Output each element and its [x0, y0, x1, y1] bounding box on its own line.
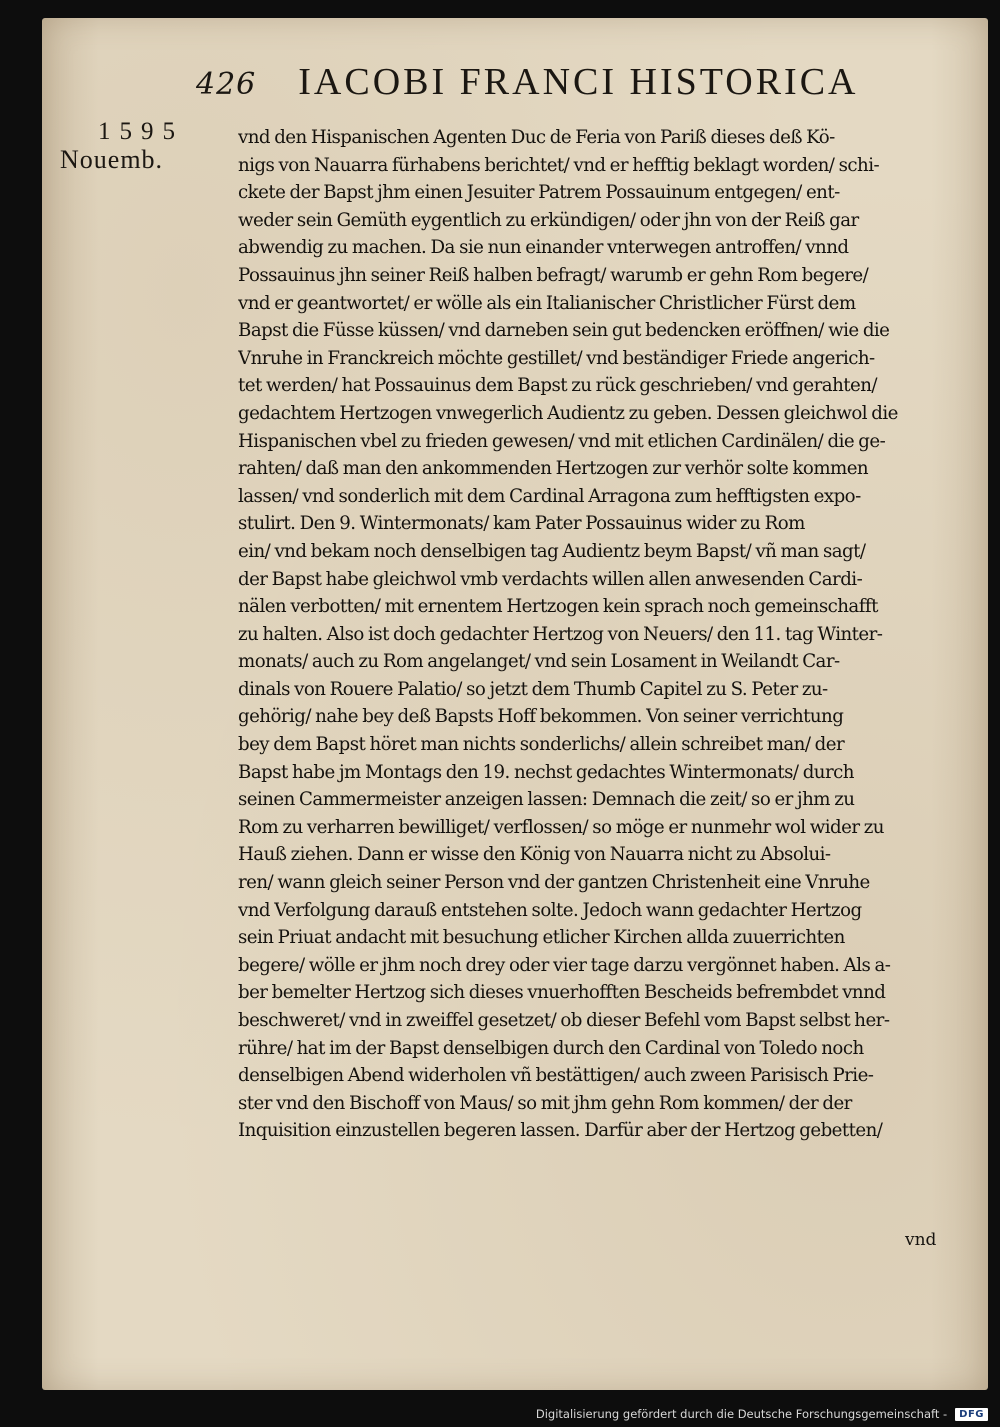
- text-line: beschweret/ vnd in zweiffel gesetzet/ ob dieser Befehl vom Bapst selbst her-: [238, 1010, 890, 1031]
- margin-note: [60, 118, 210, 174]
- text-line: ren/ wann gleich seiner Person vnd der gantzen Christenheit eine Vnruhe: [238, 872, 870, 894]
- text-line: seinen Cammermeister anzeigen lassen: Demnach die zeit/ so er jhm zu: [238, 789, 855, 811]
- text-line: begere/ wölle er jhm noch drey oder vier tage darzu vergönnet haben. Als a-: [238, 954, 891, 976]
- text-line: Inquisition einzustellen begeren lassen. Darfür aber der Hertzog gebetten/: [238, 1120, 883, 1142]
- catchword: vnd: [905, 1230, 937, 1250]
- text-line: nälen verbotten/ mit ernentem Hertzogen kein sprach noch gemeinschafft: [238, 596, 878, 618]
- text-line: rühre/ hat im der Bapst denselbigen durch den Cardinal von Toledo noch: [238, 1037, 864, 1059]
- text-line: gehörig/ nahe bey deß Bapsts Hoff bekommen. Von seiner verrichtung: [238, 706, 844, 728]
- digitization-footer: [536, 1407, 988, 1421]
- text-line: denselbigen Abend widerholen vñ bestättigen/ auch zween Parisisch Prie-: [238, 1065, 874, 1087]
- margin-month: Nouemb.: [60, 145, 164, 174]
- text-line: rahten/ daß man den ankommenden Hertzogen zur verhör solte kommen: [238, 458, 869, 480]
- running-head: IACOBI FRANCI HISTORICA: [298, 61, 859, 103]
- text-line: ber bemelter Hertzog sich dieses vnuerhofften Bescheids befrembdet vnnd: [238, 982, 886, 1004]
- text-line: Possauinus jhn seiner Reiß halben befragt/ warumb er gehn Rom begere/: [238, 264, 869, 286]
- text-line: monats/ auch zu Rom angelanget/ vnd sein Losament in Weilandt Car-: [238, 651, 840, 673]
- text-line: stulirt. Den 9. Wintermonats/ kam Pater Possauinus wider zu Rom: [238, 513, 805, 535]
- text-line: dinals von Rouere Palatio/ so jetzt dem Thumb Capitel zu S. Peter zu-: [238, 678, 828, 700]
- body-text: [238, 124, 962, 1145]
- text-line: bey dem Bapst höret man nichts sonderlichs/ allein schreibet man/ der: [238, 734, 845, 756]
- page-header: [196, 60, 916, 120]
- text-line: gedachtem Hertzogen vnwegerlich Audientz zu geben. Dessen gleichwol die: [238, 402, 898, 424]
- text-line: vnd Verfolgung darauß entstehen solte. Jedoch wann gedachter Hertzog: [238, 899, 862, 921]
- margin-year: 1595: [98, 118, 184, 145]
- text-line: weder sein Gemüth eygentlich zu erkündigen/ oder jhn von der Reiß gar: [238, 209, 859, 231]
- text-line: lassen/ vnd sonderlich mit dem Cardinal Arragona zum hefftigsten expo-: [238, 485, 861, 507]
- text-line: ckete der Bapst jhm einen Jesuiter Patrem Possauinum entgegen/ ent-: [238, 182, 840, 204]
- page-number: 426: [196, 67, 257, 102]
- text-line: Hauß ziehen. Dann er wisse den König von Nauarra nicht zu Absolui-: [238, 844, 831, 866]
- footer-credit: Digitalisierung gefördert durch die Deutsche Forschungsgemeinschaft -: [535, 1407, 948, 1421]
- text-line: ster vnd den Bischoff von Maus/ so mit jhm gehn Rom kommen/ der der: [238, 1092, 852, 1114]
- text-line: Rom zu verharren bewilliget/ verflossen/ so möge er nunmehr wol wider zu: [238, 816, 884, 838]
- text-line: sein Priuat andacht mit besuchung etlicher Kirchen allda zuuerrichten: [238, 927, 845, 949]
- text-line: nigs von Nauarra fürhabens berichtet/ vnd er hefftig beklagt worden/ schi-: [238, 154, 880, 176]
- text-line: vnd den Hispanischen Agenten Duc de Feria von Pariß dieses deß Kö-: [238, 127, 835, 148]
- text-line: Bapst habe jm Montags den 19. nechst gedachtes Wintermonats/ durch: [238, 761, 854, 783]
- dfg-logo-icon: DFG: [955, 1408, 988, 1421]
- text-line: Bapst die Füsse küssen/ vnd darneben sein gut bedencken eröffnen/ wie die: [238, 320, 890, 342]
- text-line: vnd er geantwortet/ er wölle als ein Italianischer Christlicher Fürst dem: [238, 292, 856, 314]
- text-line: abwendig zu machen. Da sie nun einander vnterwegen antroffen/ vnnd: [238, 237, 849, 259]
- text-line: Vnruhe in Franckreich möchte gestillet/ vnd beständiger Friede angerich-: [238, 347, 875, 369]
- text-line: ein/ vnd bekam noch denselbigen tag Audientz beym Bapst/ vñ man sagt/: [238, 540, 866, 562]
- text-line: der Bapst habe gleichwol vmb verdachts willen allen anwesenden Cardi-: [238, 568, 863, 590]
- text-line: Hispanischen vbel zu frieden gewesen/ vnd mit etlichen Cardinälen/ die ge-: [238, 430, 886, 452]
- text-line: zu halten. Also ist doch gedachter Hertzog von Neuers/ den 11. tag Winter-: [238, 623, 883, 645]
- text-line: tet werden/ hat Possauinus dem Bapst zu rück geschrieben/ vnd gerahten/: [238, 375, 877, 397]
